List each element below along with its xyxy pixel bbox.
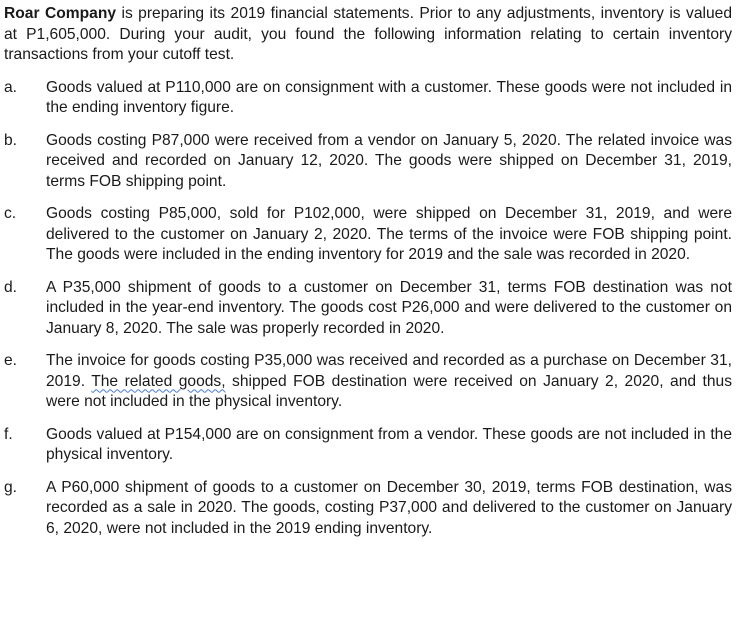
list-item-f [4, 425, 732, 466]
item-text: Goods valued at P110,000 are on consignment with a customer. These goods were not included in the ending inventory figure. [46, 78, 732, 116]
item-text-before: The invoice for goods costing P35,000 was received and recorded as a purchase on December 31, 2019. [46, 352, 732, 390]
intro-text: is preparing its 2019 financial statements. Prior to any adjustments, inventory is valued at P1,605,000. During your audit, you found the following information relating to certain inventory transactions from your cutoff test. [4, 5, 732, 63]
list-item-e [4, 351, 732, 413]
item-letter: c. [4, 205, 17, 222]
item-text: A P60,000 shipment of goods to a customer on December 30, 2019, terms FOB destination, was recorded as a sale in 2020. The goods, costing P37,000 and delivered to the customer on January 6, 2020, were not included in the 2019 ending inventory. [46, 478, 732, 537]
spellcheck-underlined-text: The related goods, [91, 372, 226, 390]
item-letter: f. [4, 425, 13, 443]
item-text: A P35,000 shipment of goods to a customer on December 31, terms FOB destination was not included in the year-end inventory. The goods cost P26,000 and were delivered to the customer on January 8, 2020. The sale was properly recorded in 2020. [46, 278, 732, 337]
intro-paragraph [4, 4, 732, 66]
item-text-after: shipped FOB destination were received on January 2, 2020, and thus were not included in the physical inventory. [46, 372, 732, 410]
company-name: Roar Company [4, 5, 117, 22]
item-letter: b. [4, 131, 18, 149]
item-letter: e. [4, 352, 18, 369]
list-item-d [4, 278, 732, 340]
item-text: Goods costing P85,000, sold for P102,000, were shipped on December 31, 2019, and were delivered to the customer on January 2, 2020. The terms of the invoice were FOB shipping point. The goods were included in the ending inventory for 2019 and the sale was recorded in 2020. [46, 205, 732, 263]
list-item-c [4, 204, 732, 266]
list-item-a [4, 78, 732, 119]
item-text [46, 351, 732, 413]
list-item-g [4, 478, 732, 540]
item-letter: a. [4, 78, 18, 96]
item-text: Goods costing P87,000 were received from a vendor on January 5, 2020. The related invoice was received and recorded on January 12, 2020. The goods were shipped on December 31, 2019, terms FOB shipping point. [46, 131, 732, 190]
item-letter: g. [4, 478, 18, 496]
item-letter: d. [4, 278, 18, 296]
item-text: Goods valued at P154,000 are on consignment from a vendor. These goods are not included in the physical inventory. [46, 425, 732, 463]
list-item-b [4, 131, 732, 193]
